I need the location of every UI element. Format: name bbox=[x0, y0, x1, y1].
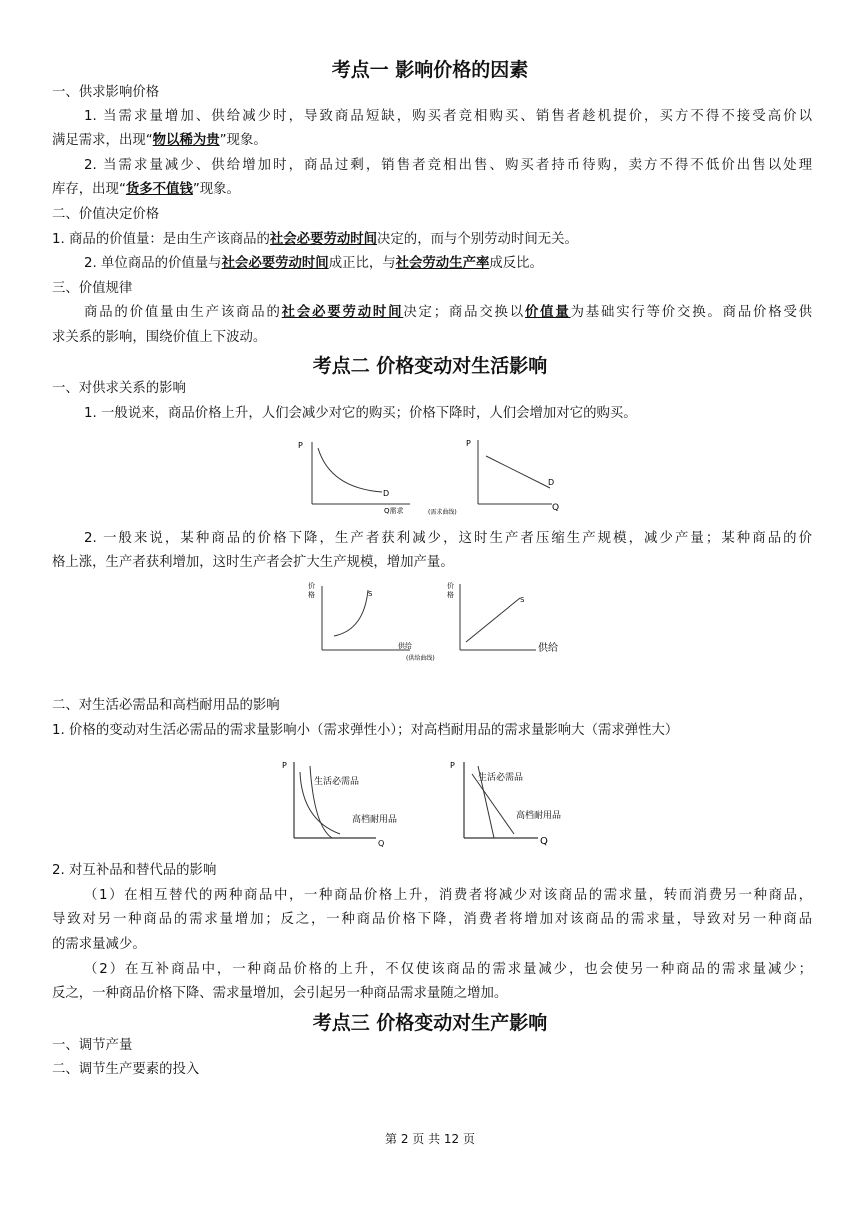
key-term: 物以稀为贵 bbox=[152, 133, 220, 148]
value-line-1: 1. 商品的价值量：是由生产该商品的社会必要劳动时间决定的，而与个别劳动时间无关。 bbox=[52, 232, 578, 247]
supply-para-line-2: 格上涨，生产者获利增加，这时生产者会扩大生产规模，增加产量。 bbox=[52, 555, 454, 570]
substitute-line-3: 的需求量减少。 bbox=[52, 937, 146, 952]
demand-line bbox=[486, 456, 550, 488]
complement-line-1: （2）在互补商品中，一种商品价格的上升，不仅使该商品的需求量减少，也会使另一种商品的需求量减少； bbox=[84, 962, 812, 977]
supply-chart-right bbox=[447, 581, 558, 654]
demand-chart-right bbox=[466, 439, 559, 513]
complement-substitute-heading: 2. 对互补品和替代品的影响 bbox=[52, 863, 217, 878]
curve-label-d: D bbox=[548, 478, 555, 487]
heading-adjust-inputs: 二、调节生产要素的投入 bbox=[52, 1062, 200, 1077]
axis-label-price: 价 bbox=[447, 582, 454, 590]
para-2-line-1: 2. 当需求量减少、供给增加时，商品过剩，销售者竞相出售、购买者持币待购，卖方不得不低价出售以处理 bbox=[84, 158, 812, 173]
durable-line bbox=[472, 774, 514, 834]
key-term: 价值量 bbox=[524, 305, 571, 320]
demand-curve bbox=[318, 448, 382, 492]
key-term: 社会必要劳动时间 bbox=[281, 305, 404, 320]
heading-value-law: 三、价值规律 bbox=[52, 281, 133, 296]
heading-supply-demand-effect: 一、对供求关系的影响 bbox=[52, 381, 186, 396]
demand-para: 1. 一般说来，商品价格上升，人们会减少对它的购买；价格下降时，人们会增加对它的购买。 bbox=[84, 406, 637, 421]
elasticity-para: 1. 价格的变动对生活必需品的需求量影响小（需求弹性小）；对高档耐用品的需求量影响大（需求弹性大） bbox=[52, 723, 679, 738]
heading-necessity-durable: 二、对生活必需品和高档耐用品的影响 bbox=[52, 698, 280, 713]
supply-caption: (供给曲线) bbox=[406, 655, 435, 662]
supply-para-line-1: 2. 一般来说，某种商品的价格下降，生产者获利减少，这时生产者压缩生产规模，减少产量；某种商品的价 bbox=[84, 531, 812, 546]
para-1-line-1: 1. 当需求量增加、供给减少时，导致商品短缺，购买者竞相购买、销售者趁机提价，买方不得不接受高价以 bbox=[84, 109, 812, 124]
axis-label-p: P bbox=[466, 439, 471, 448]
demand-caption: (需求曲线) bbox=[428, 509, 457, 516]
demand-curve-figure bbox=[290, 436, 580, 524]
value-line-2: 2. 单位商品的价值量与社会必要劳动时间成正比，与社会劳动生产率成反比。 bbox=[84, 256, 543, 271]
key-term: 社会必要劳动时间 bbox=[269, 232, 378, 247]
axis-label-q-demand: Q需求 bbox=[384, 507, 404, 515]
label-necessity: 生活必需品 bbox=[478, 773, 524, 783]
supply-curve bbox=[334, 590, 368, 636]
demand-chart-left bbox=[298, 441, 410, 515]
elasticity-chart-left bbox=[282, 761, 397, 848]
supply-line bbox=[466, 598, 520, 642]
curve-label-s: S bbox=[368, 590, 373, 598]
law-line-1: 商品的价值量由生产该商品的社会必要劳动时间决定；商品交换以价值量为基础实行等价交换。商品价格受供 bbox=[84, 305, 813, 320]
section-1-title: 考点一 影响价格的因素 bbox=[331, 59, 529, 81]
page-footer: 第 2 页 共 12 页 bbox=[385, 1132, 475, 1146]
axis-label-price: 格 bbox=[447, 591, 454, 599]
section-2-title: 考点二 价格变动对生活影响 bbox=[312, 355, 548, 377]
key-term: 社会劳动生产率 bbox=[395, 256, 490, 271]
axis-label-supply: 供给 bbox=[398, 642, 412, 650]
curve-label-d: D bbox=[383, 489, 390, 498]
axis-label-p: P bbox=[298, 441, 303, 450]
elasticity-chart-right bbox=[450, 761, 561, 847]
para-2-line-2: 库存，出现“货多不值钱”现象。 bbox=[52, 182, 240, 197]
label-durable: 高档耐用品 bbox=[352, 815, 398, 825]
heading-adjust-output: 一、调节产量 bbox=[52, 1038, 133, 1053]
axis-label-price: 价 bbox=[308, 582, 315, 590]
curve-label-s: S bbox=[520, 596, 525, 604]
heading-supply-demand: 一、供求影响价格 bbox=[52, 85, 160, 100]
para-1-line-2: 满足需求，出现“物以稀为贵”现象。 bbox=[52, 133, 267, 148]
complement-line-2: 反之，一种商品价格下降、需求量增加，会引起另一种商品需求量随之增加。 bbox=[52, 986, 508, 1001]
axis-label-p: P bbox=[282, 761, 287, 770]
substitute-line-1: （1）在相互替代的两种商品中，一种商品价格上升，消费者将减少对该商品的需求量，转而消费另一种商品， bbox=[84, 888, 812, 903]
key-term: 社会必要劳动时间 bbox=[221, 256, 329, 271]
label-necessity: 生活必需品 bbox=[314, 777, 360, 787]
axis-label-supply: 供给 bbox=[538, 643, 558, 654]
axis-label-q: Q bbox=[378, 839, 385, 848]
label-durable: 高档耐用品 bbox=[516, 811, 562, 821]
axis-label-q: Q bbox=[540, 836, 548, 847]
elasticity-figure bbox=[280, 756, 570, 850]
axis-label-p: P bbox=[450, 761, 455, 770]
law-line-2: 求关系的影响，围绕价值上下波动。 bbox=[52, 330, 267, 345]
heading-value-price: 二、价值决定价格 bbox=[52, 207, 160, 222]
key-term: 货多不值钱 bbox=[125, 182, 193, 197]
supply-chart-left bbox=[308, 581, 412, 650]
section-3-title: 考点三 价格变动对生产影响 bbox=[312, 1012, 548, 1034]
axis-label-price: 格 bbox=[308, 591, 315, 599]
axis-label-q: Q bbox=[552, 503, 560, 513]
substitute-line-2: 导致对另一种商品的需求量增加；反之，一种商品价格下降，消费者将增加对该商品的需求量，导致对另一种商品 bbox=[52, 912, 812, 927]
supply-curve-figure bbox=[302, 578, 572, 664]
